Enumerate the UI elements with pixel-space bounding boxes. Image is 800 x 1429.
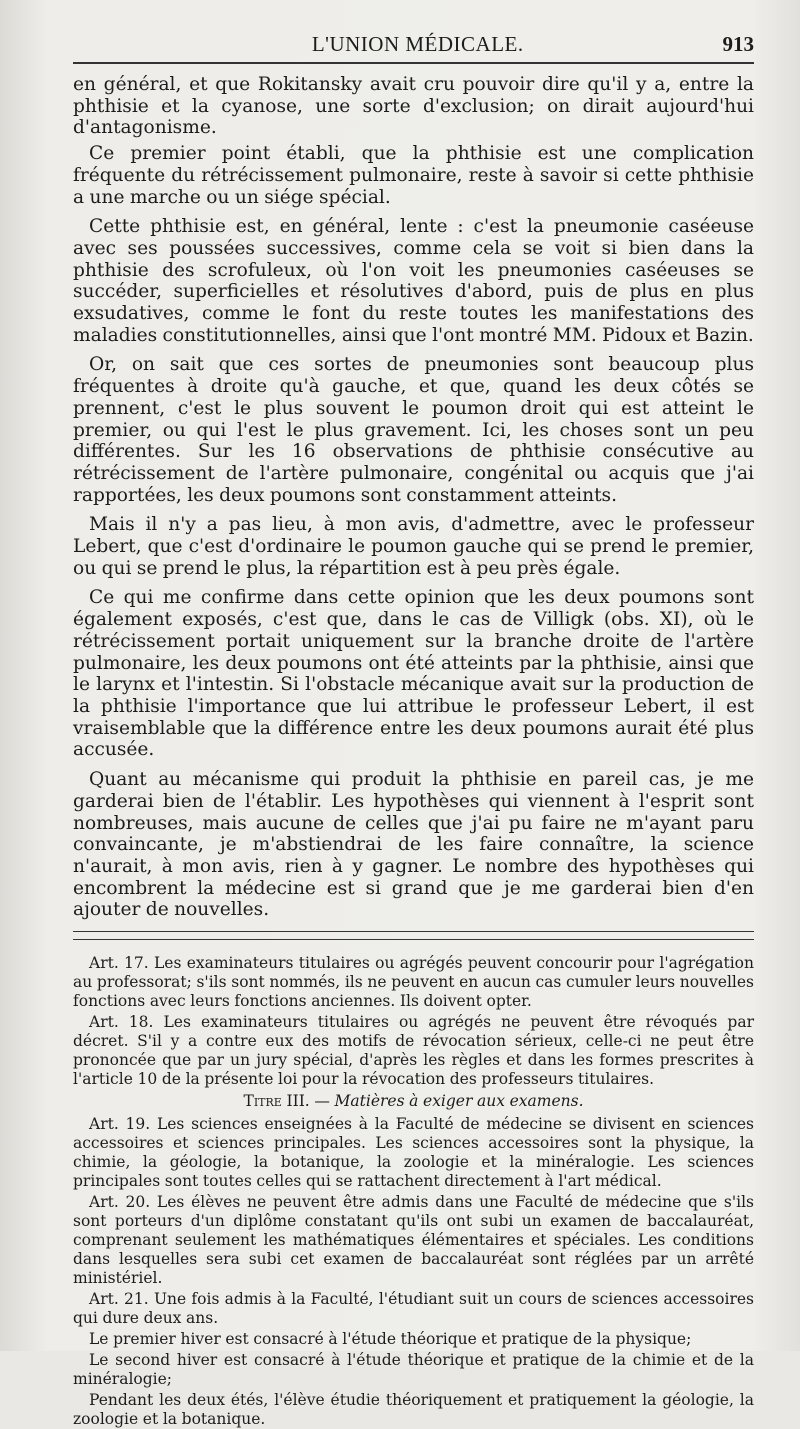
article-19: Art. 19. Les sciences enseignées à la Faculté de médecine se divisent en sciences accessoires et sciences principales. Les sciences accessoires sont la physique, la chimie, la géologie, la botanique, la zoologie et la minéralogie. Les sciences principales sont toutes celles qui se rattachent directement à l'art médical. — [73, 1115, 754, 1191]
section-title-text: Matières à exiger aux examens. — [334, 1092, 584, 1111]
section-title-dash: — — [309, 1092, 335, 1111]
winter-1-line: Le premier hiver est consacré à l'étude théorique et pratique de la physique; — [89, 1330, 692, 1349]
paragraph: Quant au mécanisme qui produit la phthisie en pareil cas, je me garderai bien de l'établir. Les hypothèses qui viennent à l'esprit sont nombreuses, mais aucune de celles que j'ai pu faire ne m'ayant paru convaincante, je m'abstiendrai de les faire connaître, la science n'aurait, à mon avis, rien à y gagner. Le nombre des hypothèses qui encombrent la médecine est si grand que je me garderai bien d'en ajouter de nouvelles. — [73, 769, 754, 921]
page-number: 913 — [722, 32, 754, 56]
summers-line: Pendant les deux étés, l'élève étudie théoriquement et pratiquement la géologie, la zoologie et la botanique. — [73, 1391, 754, 1429]
paragraph: Or, on sait que ces sortes de pneumonies sont beaucoup plus fréquentes à droite qu'à gauche, et que, quand les deux côtés se prennent, c'est le plus souvent le poumon droit qui est atteint le premier, ou qui l'est le plus gravement. Ici, les choses sont un peu différentes. Sur les 16 observations de phthisie consécutive au rétrécissement de l'artère pulmonaire, congénital ou acquis que j'ai rapportées, les deux poumons sont constamment atteints. — [73, 354, 754, 506]
running-title: L'UNION MÉDICALE. — [311, 32, 524, 56]
paragraph: Ce premier point établi, que la phthisie est une complication fréquente du rétrécissement pulmonaire, reste à savoir si cette phthisie a une marche ou un siége spécial. — [73, 143, 754, 208]
article-18: Art. 18. Les examinateurs titulaires ou agrégés ne peuvent être révoqués par décret. S'il y a contre eux des motifs de révocation sérieux, celle-ci ne peut être prononcée que par un jury spécial, d'après les règles et dans les formes prescrites à l'article 10 de la présente loi pour la révocation des professeurs titulaires. — [73, 1013, 754, 1089]
article-20: Art. 20. Les élèves ne peuvent être admis dans une Faculté de médecine que s'ils sont porteurs d'un diplôme constatant qu'ils ont subi un examen de baccalauréat, comprenant seulement les mathématiques élémentaires et spéciales. Les conditions dans lesquelles sera subi cet examen de baccalauréat sont réglées par un arrêté ministériel. — [73, 1193, 754, 1288]
paragraph: Mais il n'y a pas lieu, à mon avis, d'admettre, avec le professeur Lebert, que c'est d'ordinaire le poumon gauche qui se prend le premier, ou qui se prend le plus, la répartition est à peu près égale. — [73, 514, 754, 579]
article-21: Art. 21. Une fois admis à la Faculté, l'étudiant suit un cours de sciences accessoires qui dure deux ans. — [73, 1290, 754, 1328]
paragraph: en général, et que Rokitansky avait cru pouvoir dire qu'il y a, entre la phthisie et la cyanose, une sorte d'exclusion; on dirait aujourd'hui d'antagonisme. — [73, 74, 754, 139]
law-articles — [73, 954, 754, 1429]
main-text — [73, 74, 754, 921]
winter-2-line: Le second hiver est consacré à l'étude théorique et pratique de la chimie et de la minéralogie; — [73, 1351, 754, 1389]
paragraph: Cette phthisie est, en général, lente : c'est la pneumonie caséeuse avec ses poussées successives, comme cela se voit si bien dans la phthisie des scrofuleux, où l'on voit les pneumonies caséeuses se succéder, superficielles et résolutives d'abord, puis de plus en plus exsudatives, comme le font du reste toutes les manifestations des maladies constitutionnelles, ainsi que l'ont montré MM. Pidoux et Bazin. — [73, 216, 754, 346]
section-title — [73, 1092, 754, 1111]
article-17: Art. 17. Les examinateurs titulaires ou agrégés peuvent concourir pour l'agrégation au professorat; s'ils sont nommés, ils ne peuvent en aucun cas cumuler leurs nouvelles fonctions avec leurs fonctions anciennes. Ils doivent opter. — [73, 954, 754, 1011]
paragraph: Ce qui me confirme dans cette opinion que les deux poumons sont également exposés, c'est que, dans le cas de Villigk (obs. XI), où le rétrécissement portait uniquement sur la branche droite de l'artère pulmonaire, les deux poumons ont été atteints par la phthisie, ainsi que le larynx et l'intestin. Si l'obstacle mécanique avait sur la production de la phthisie l'importance que lui attribue le professeur Lebert, il est vraisemblable que la différence entre les deux poumons aurait été plus accusée. — [73, 587, 754, 761]
page-header — [73, 32, 754, 64]
section-title-label: Titre III. — [243, 1092, 310, 1111]
section-divider — [73, 931, 754, 940]
